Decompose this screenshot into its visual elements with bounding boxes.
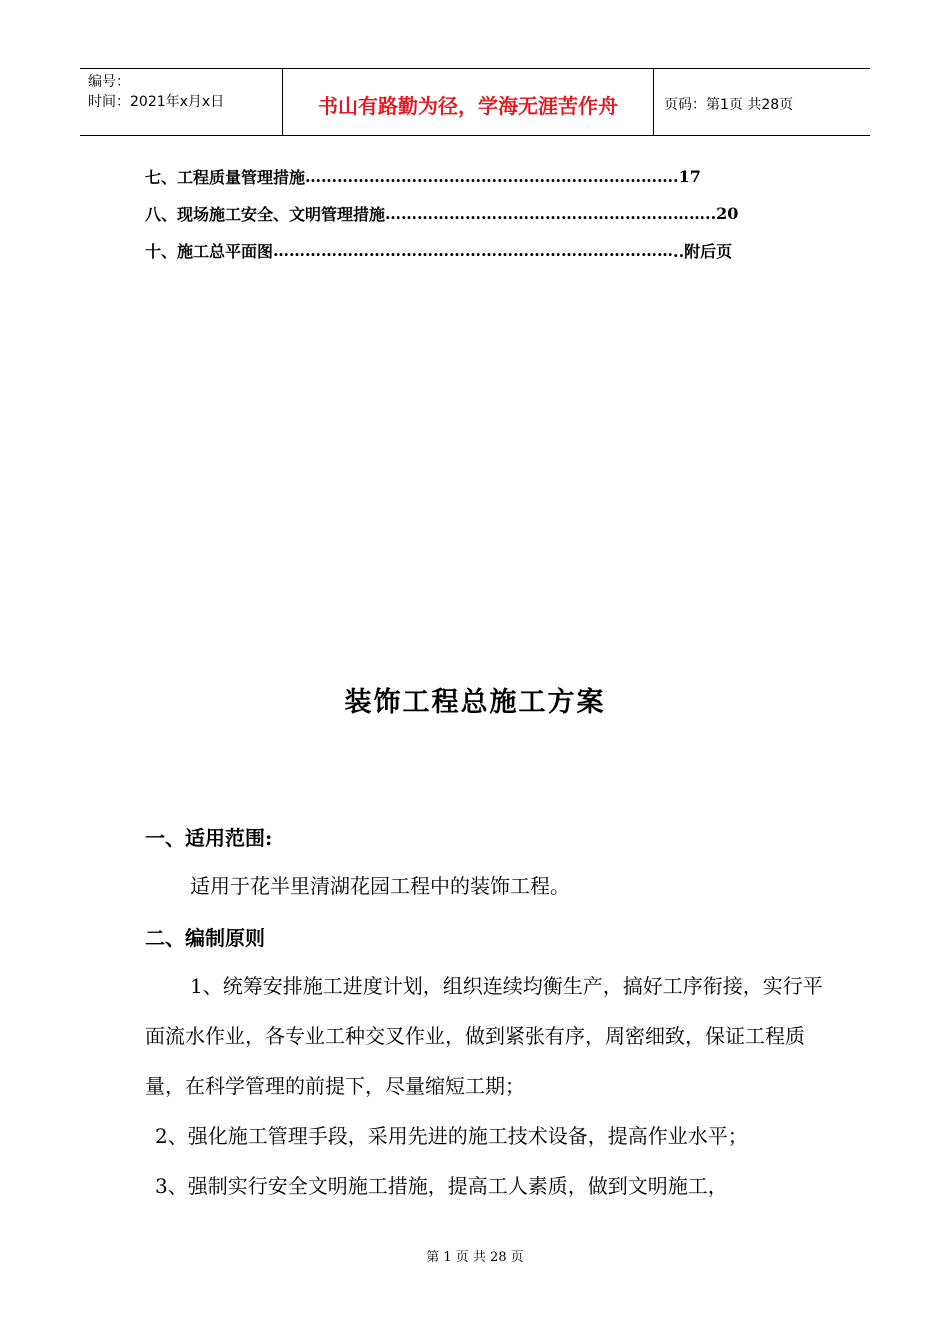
header-page-info: 页码：第1页 共28页 (664, 97, 794, 113)
scope-paragraph: 适用于花半里清湖花园工程中的装饰工程。 (190, 874, 570, 898)
toc-title: 七、工程质量管理措施 (145, 168, 306, 187)
document-header (80, 68, 870, 136)
table-of-contents (145, 158, 775, 269)
time-label: 时间：2021年x月x日 (88, 94, 225, 110)
principle-paragraph-2: 2、强化施工管理手段，采用先进的施工技术设备，提高作业水平； (155, 1124, 748, 1148)
toc-leader: …………………………………………………… (385, 204, 706, 223)
number-label: 编号： (88, 74, 130, 90)
toc-entry[interactable] (145, 195, 775, 232)
toc-title: 八、现场施工安全、文明管理措施 (145, 205, 386, 224)
principle-paragraph-3: 3、强制实行安全文明施工措施，提高工人素质，做到文明施工， (155, 1174, 728, 1198)
page-footer: 第 1 页 共 28 页 (426, 1250, 524, 1265)
section-heading-scope: 一、适用范围: (145, 826, 273, 850)
toc-page: ..20 (705, 204, 739, 223)
section-heading-principles: 二、编制原则 (145, 926, 265, 950)
header-meta (80, 69, 282, 135)
principle-paragraph-1: 1、统筹安排施工进度计划，组织连续均衡生产，搞好工序衔接，实行平面流水作业，各专业工种交叉作业，做到紧张有序，周密细致，保证工程质量，在科学管理的前提下，尽量缩短工期； (145, 974, 823, 1098)
document-title: 装饰工程总施工方案 (344, 687, 606, 718)
toc-page: .17 (673, 167, 701, 186)
toc-title: 十、施工总平面图 (145, 242, 274, 261)
toc-page: ..附后页 (673, 242, 733, 261)
toc-leader: ………………………………………………………………… (273, 241, 674, 260)
toc-entry[interactable] (145, 158, 775, 195)
toc-entry[interactable] (145, 232, 775, 269)
header-motto: 书山有路勤为径，学海无涯苦作舟 (282, 69, 654, 135)
toc-leader: …………………………………………………………… (305, 167, 674, 186)
